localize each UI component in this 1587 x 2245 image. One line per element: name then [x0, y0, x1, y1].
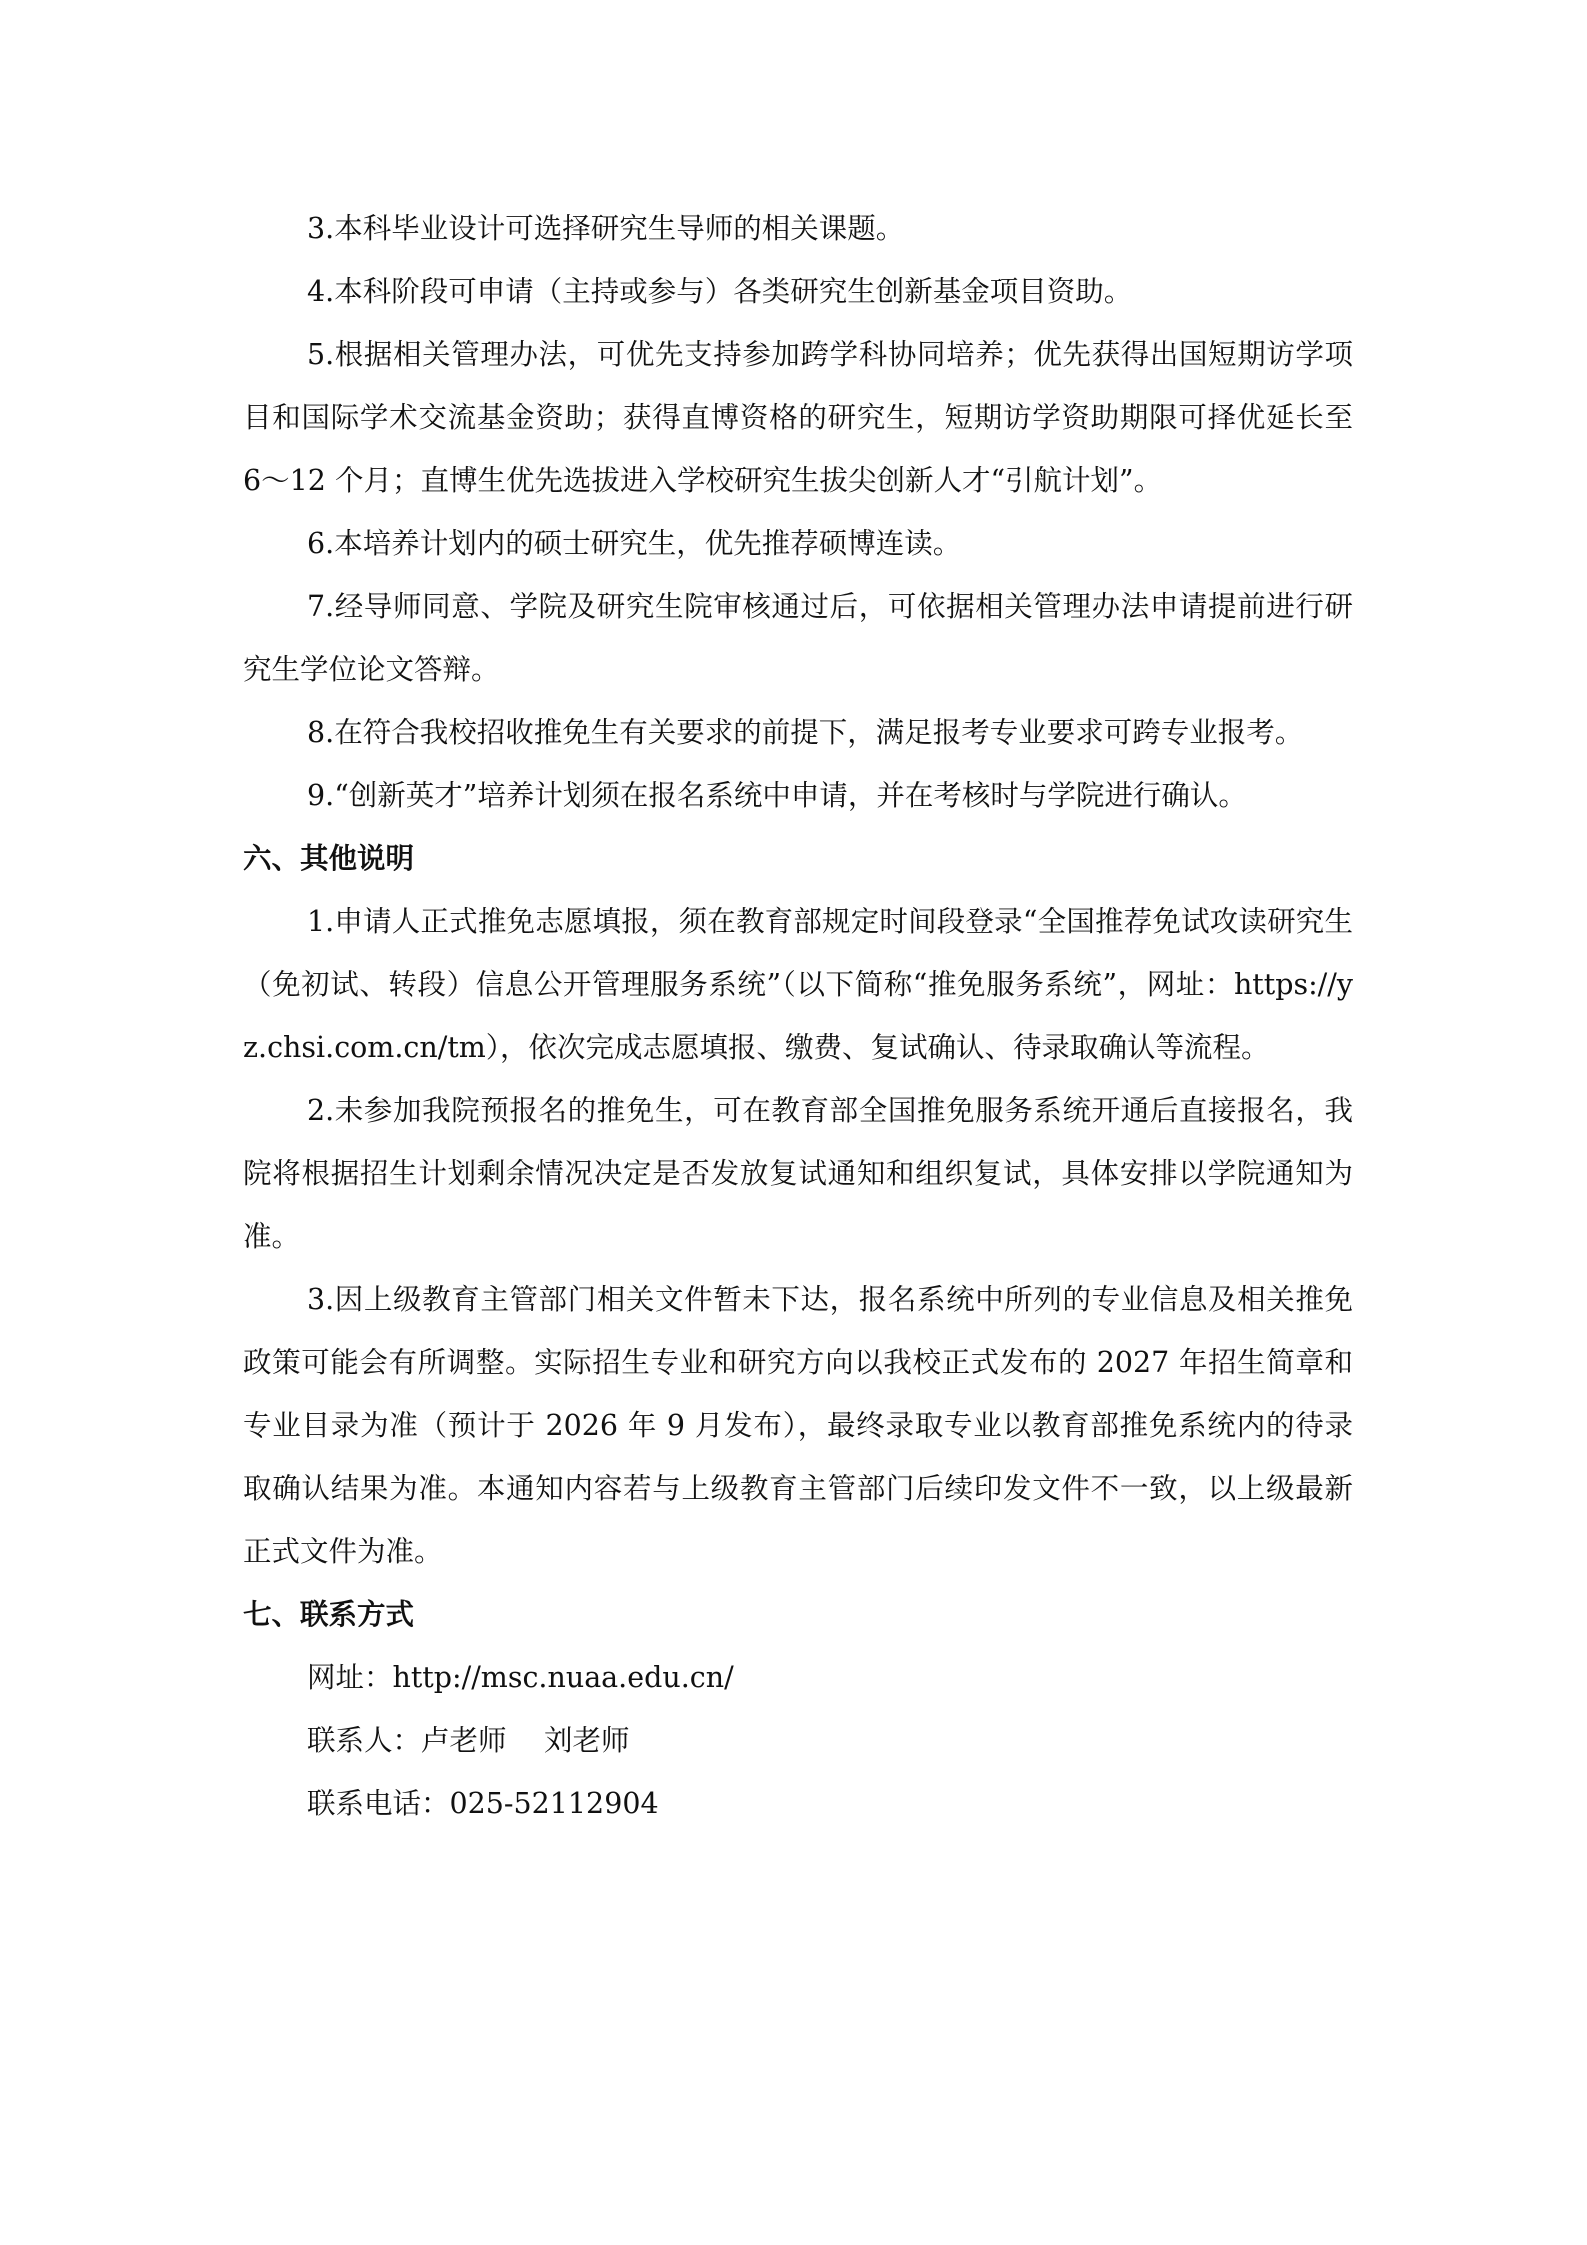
list-item: 3.本科毕业设计可选择研究生导师的相关课题。: [307, 212, 905, 245]
document-body: [243, 197, 1353, 1835]
section-heading-contact: 七、联系方式: [243, 1598, 415, 1631]
list-item: 9.“创新英才”培养计划须在报名系统中申请，并在考核时与学院进行确认。: [307, 779, 1247, 812]
list-item: 8.在符合我校招收推免生有关要求的前提下，满足报考专业要求可跨专业报考。: [307, 716, 1304, 749]
list-item: 1.申请人正式推免志愿填报，须在教育部规定时间段登录“全国推荐免试攻读研究生（免初试、转段）信息公开管理服务系统”（以下简称“推免服务系统”，网址：https://yz.chsi.com.cn/tm），依次完成志愿填报、缴费、复试确认、待录取确认等流程。: [243, 905, 1353, 1064]
list-item: 4.本科阶段可申请（主持或参与）各类研究生创新基金项目资助。: [307, 275, 1133, 308]
list-item: 2.未参加我院预报名的推免生，可在教育部全国推免服务系统开通后直接报名，我院将根据招生计划剩余情况决定是否发放复试通知和组织复试，具体安排以学院通知为准。: [243, 1094, 1353, 1253]
list-item: 3.因上级教育主管部门相关文件暂未下达，报名系统中所列的专业信息及相关推免政策可能会有所调整。实际招生专业和研究方向以我校正式发布的 2027 年招生简章和专业目录为准（预计于 2026 年 9 月发布），最终录取专业以教育部推免系统内的待录取确认结果为准。本通知内容若与上级教育主管部门后续印发文件不一致，以上级最新正式文件为准。: [243, 1283, 1353, 1568]
list-item: 7.经导师同意、学院及研究生院审核通过后，可依据相关管理办法申请提前进行研究生学位论文答辩。: [243, 590, 1353, 686]
contact-persons: 联系人：卢老师 刘老师: [307, 1724, 630, 1757]
contact-phone: 联系电话：025-52112904: [307, 1787, 659, 1820]
section-heading-other-notes: 六、其他说明: [243, 842, 415, 875]
contact-website: 网址：http://msc.nuaa.edu.cn/: [307, 1661, 734, 1694]
list-item: 6.本培养计划内的硕士研究生，优先推荐硕博连读。: [307, 527, 962, 560]
list-item: 5.根据相关管理办法，可优先支持参加跨学科协同培养；优先获得出国短期访学项目和国际学术交流基金资助；获得直博资格的研究生，短期访学资助期限可择优延长至 6～12 个月；直博生优先选拔进入学校研究生拔尖创新人才“引航计划”。: [243, 338, 1353, 497]
